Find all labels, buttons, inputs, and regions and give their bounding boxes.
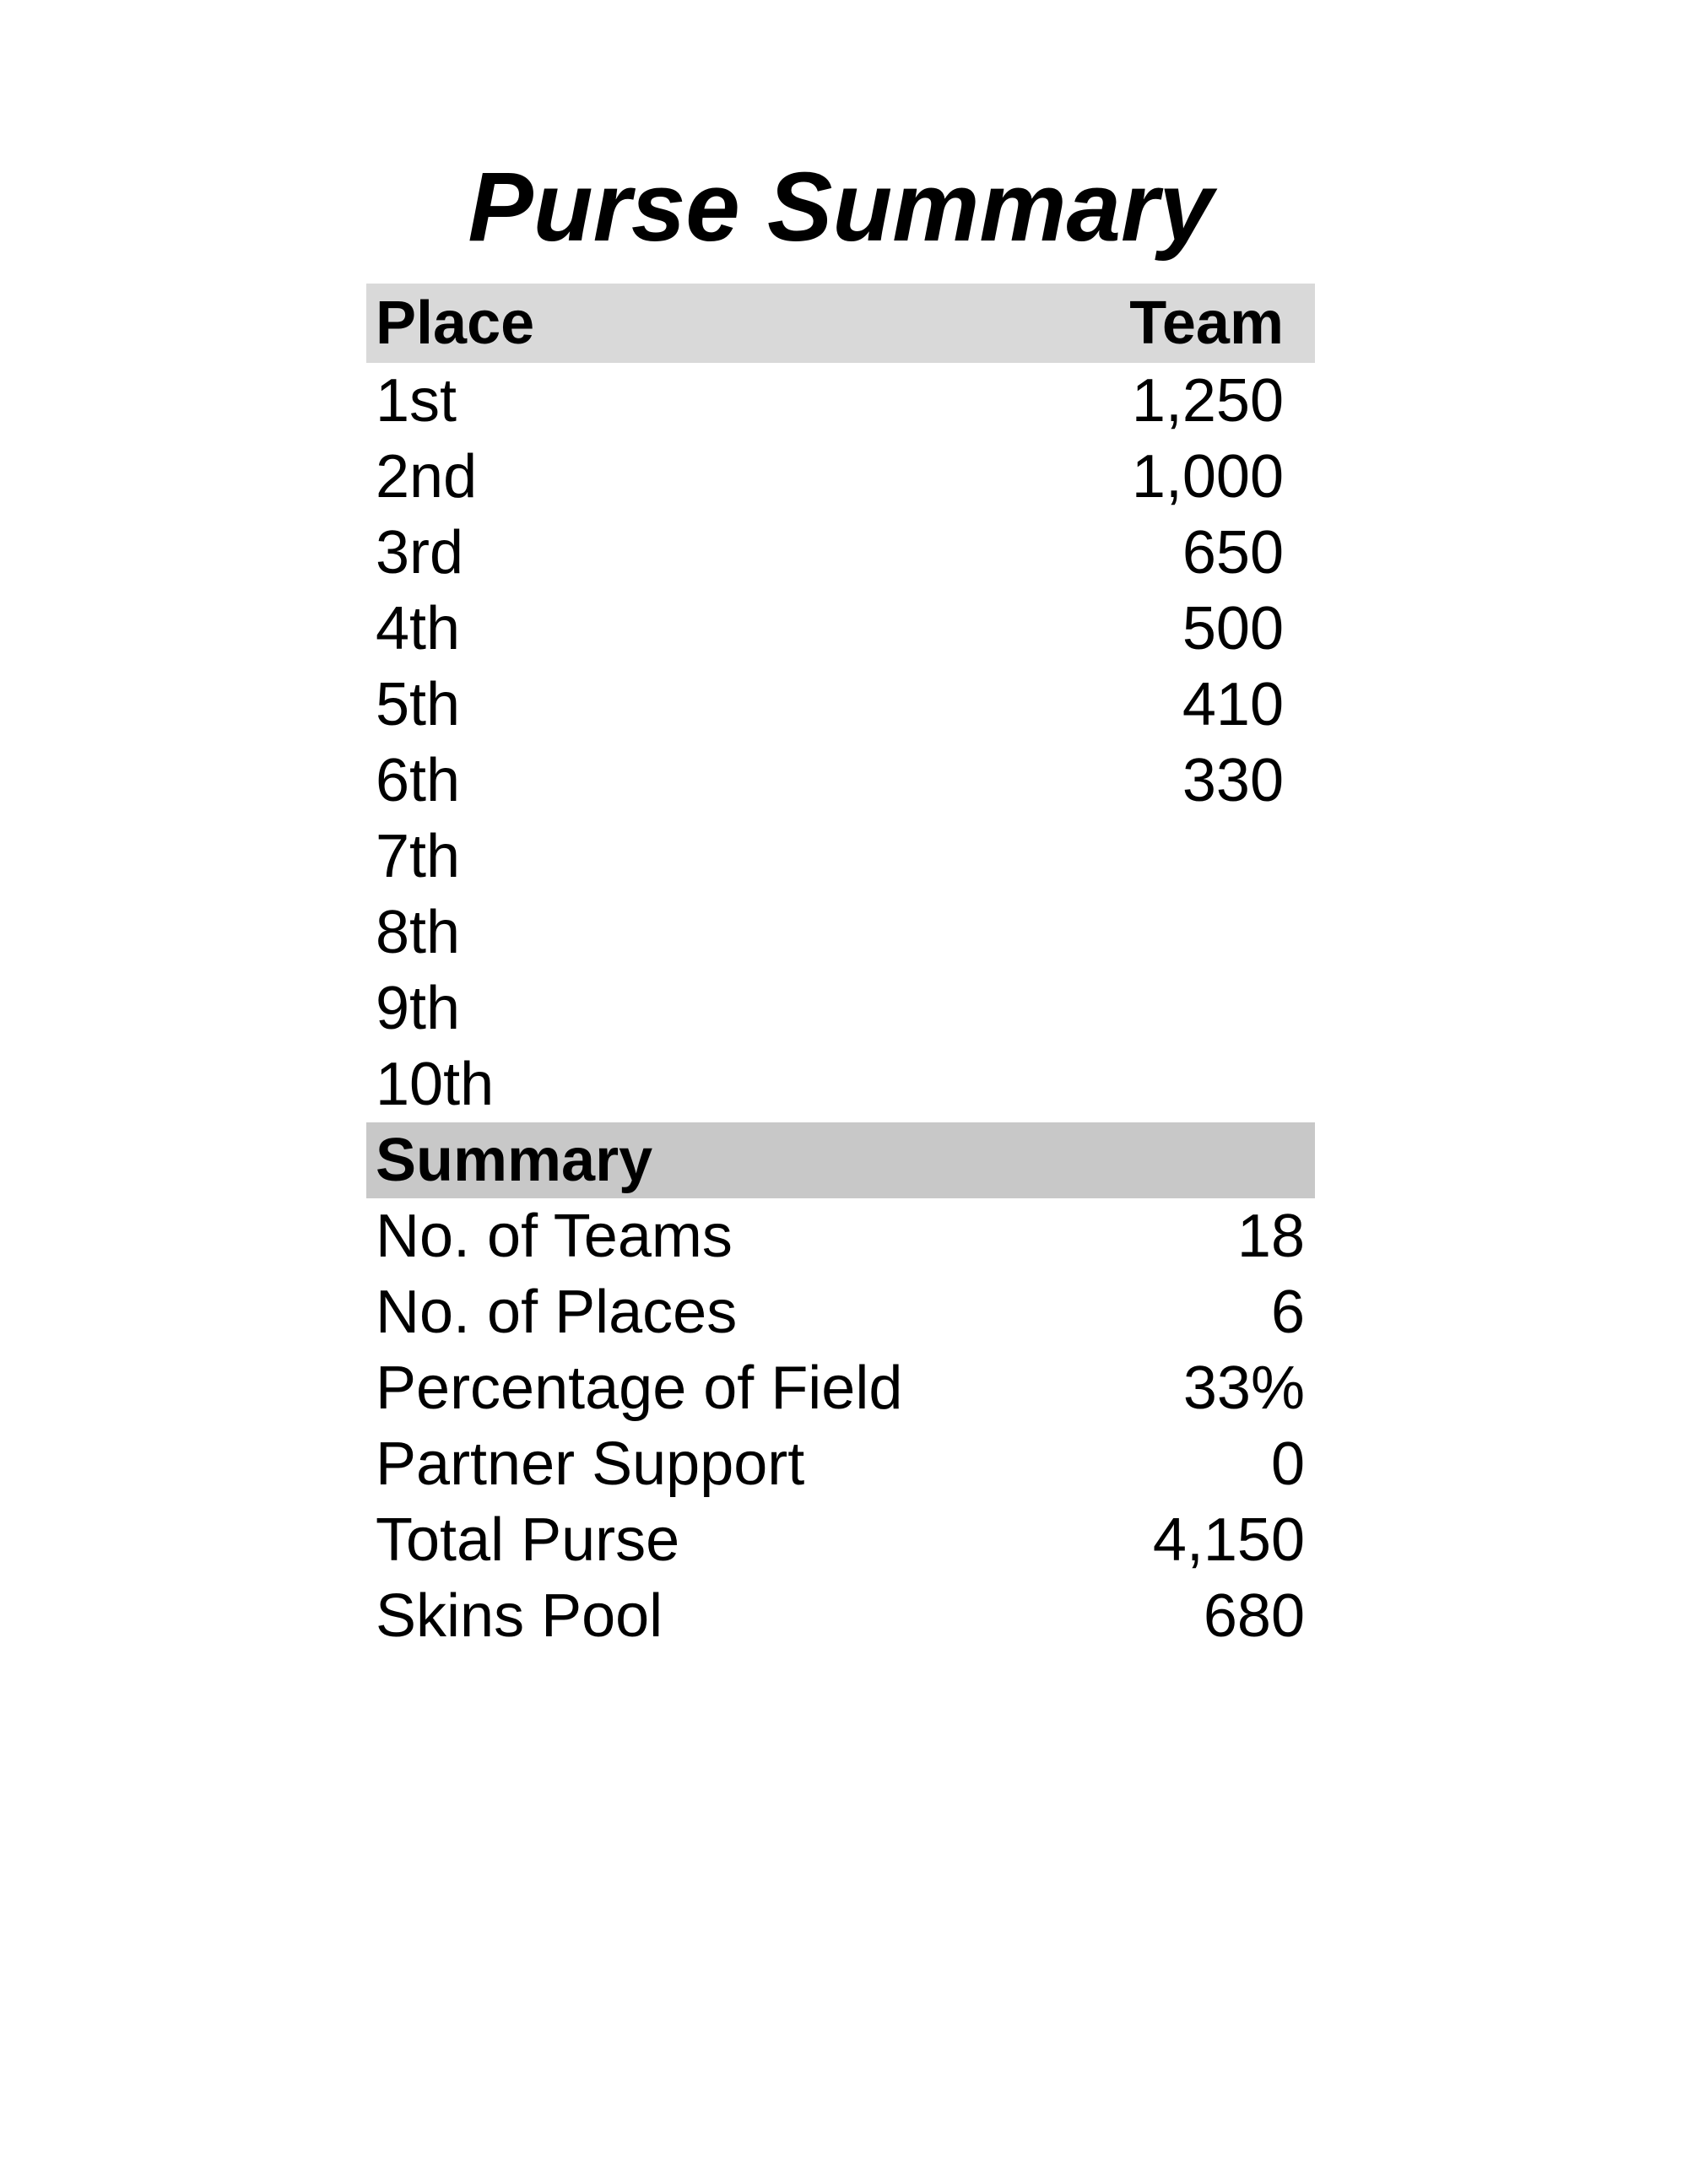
place-cell: 1st [376, 367, 457, 435]
place-cell: 7th [376, 823, 461, 890]
summary-row [366, 1198, 1315, 1274]
place-cell: 10th [376, 1051, 495, 1118]
summary-row [366, 1274, 1315, 1350]
summary-value: 680 [1203, 1582, 1305, 1650]
team-amount-cell: 500 [1182, 595, 1284, 662]
table-row [366, 1046, 1315, 1122]
place-cell: 5th [376, 671, 461, 738]
summary-label: Skins Pool [376, 1582, 663, 1650]
place-cell: 9th [376, 975, 461, 1042]
team-column-header: Team [1129, 289, 1284, 357]
table-row [366, 439, 1315, 515]
summary-label: Partner Support [376, 1430, 805, 1498]
page-title: Purse Summary [468, 152, 1214, 262]
place-cell: 4th [376, 595, 461, 662]
summary-label: Percentage of Field [376, 1354, 903, 1422]
summary-value: 4,150 [1152, 1506, 1305, 1574]
team-amount-cell: 1,000 [1131, 443, 1284, 511]
summary-list [366, 1198, 1315, 1654]
place-cell: 3rd [376, 519, 464, 587]
summary-section-header [366, 1122, 1315, 1198]
table-row [366, 970, 1315, 1046]
table-header-row [366, 284, 1315, 363]
summary-label: No. of Teams [376, 1203, 733, 1270]
table-row [366, 819, 1315, 895]
summary-label: Total Purse [376, 1506, 680, 1574]
table-row [366, 591, 1315, 667]
summary-value: 33% [1182, 1354, 1305, 1422]
place-cell: 8th [376, 899, 461, 966]
team-amount-cell: 1,250 [1131, 367, 1284, 435]
summary-value: 0 [1270, 1430, 1305, 1498]
place-cell: 2nd [376, 443, 478, 511]
purse-table [366, 284, 1315, 1654]
summary-value: 6 [1270, 1279, 1305, 1346]
summary-row [366, 1502, 1315, 1578]
team-amount-cell: 650 [1182, 519, 1284, 587]
table-row [366, 363, 1315, 439]
summary-row [366, 1426, 1315, 1502]
table-row [366, 515, 1315, 591]
summary-row [366, 1350, 1315, 1426]
summary-heading: Summary [376, 1127, 653, 1194]
team-amount-cell: 410 [1182, 671, 1284, 738]
table-row [366, 743, 1315, 819]
table-row [366, 667, 1315, 743]
summary-value: 18 [1236, 1203, 1305, 1270]
place-column-header: Place [376, 289, 535, 357]
team-amount-cell: 330 [1182, 747, 1284, 814]
summary-label: No. of Places [376, 1279, 738, 1346]
summary-row [366, 1578, 1315, 1654]
place-cell: 6th [376, 747, 461, 814]
table-row [366, 895, 1315, 970]
